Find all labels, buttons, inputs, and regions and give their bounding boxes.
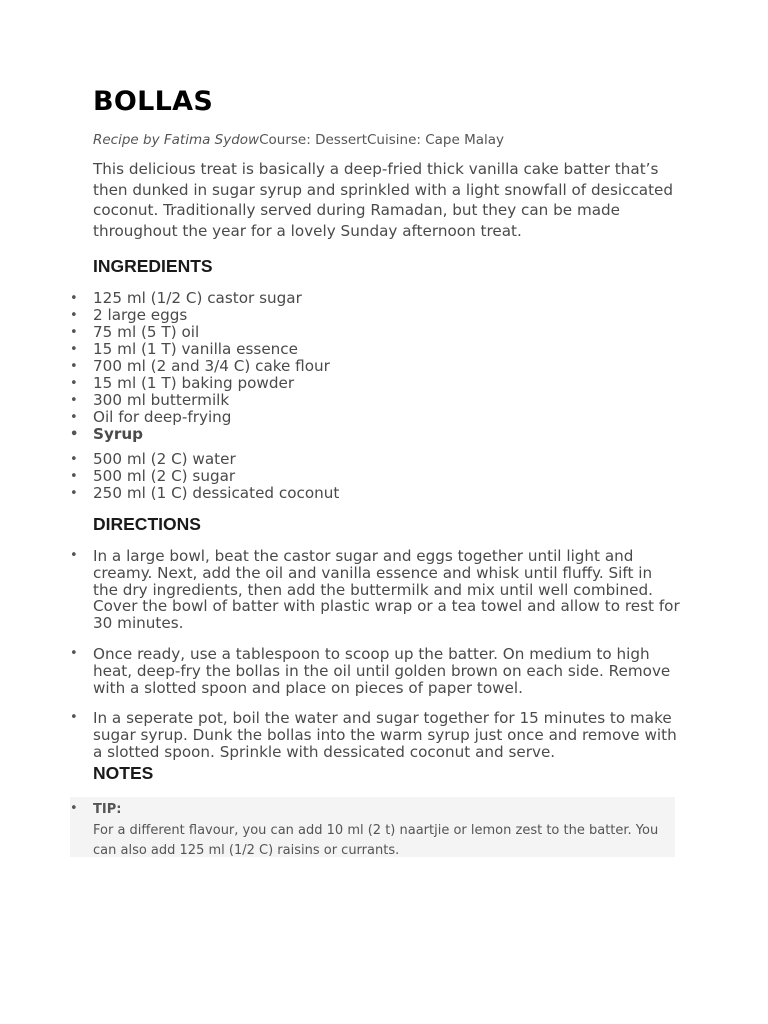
ingredient-item: • 15 ml (1 T) baking powder [70, 375, 680, 392]
ingredient-item: • 700 ml (2 and 3/4 C) cake flour [70, 358, 680, 375]
ingredient-item: • 2 large eggs [70, 307, 680, 324]
directions-list [70, 548, 680, 775]
ingredients-heading: INGREDIENTS [93, 256, 213, 276]
recipe-author: Recipe by Fatima Sydow [93, 132, 260, 148]
direction-step: • Once ready, use a tablespoon to scoop up the batter. On medium to high heat, deep-fry the bollas in the oil until golden brown on each side. Remove with a slotted spoon and place on pieces of paper towel. [70, 646, 680, 696]
syrup-item: • 500 ml (2 C) water [70, 451, 680, 468]
recipe-meta [93, 132, 504, 148]
syrup-item: • 250 ml (1 C) dessicated coconut [70, 485, 680, 502]
ingredient-item: • 15 ml (1 T) vanilla essence [70, 341, 680, 358]
bullet-icon: • [70, 801, 78, 816]
recipe-cuisine: Cuisine: Cape Malay [367, 132, 505, 148]
directions-heading: DIRECTIONS [93, 514, 201, 534]
direction-step: • In a large bowl, beat the castor sugar and eggs together until light and creamy. Next, add the oil and vanilla essence and whisk until fluffy. Sift in the dry ingredients, then add the buttermilk and mix until well combined. Cover the bowl of batter with plastic wrap or a tea towel and allow to rest for 30 minutes. [70, 548, 680, 632]
ingredients-list [70, 290, 680, 502]
syrup-item: • 500 ml (2 C) sugar [70, 468, 680, 485]
notes-heading: NOTES [93, 763, 154, 783]
direction-step: • In a seperate pot, boil the water and sugar together for 15 minutes to make sugar syrup. Dunk the bollas into the warm syrup just once and remove with a slotted spoon. Sprinkle with dessicated coconut and serve. [70, 710, 680, 760]
tip-note [70, 797, 675, 857]
ingredient-item: • 300 ml buttermilk [70, 392, 680, 409]
recipe-title: BOLLAS [93, 86, 214, 117]
ingredient-item: • 75 ml (5 T) oil [70, 324, 680, 341]
ingredient-item: • Oil for deep-frying [70, 409, 680, 426]
tip-text: For a different flavour, you can add 10 ml (2 t) naartjie or lemon zest to the batter. You can also add 125 ml (1/2 C) raisins or currants. [93, 823, 659, 858]
recipe-intro: This delicious treat is basically a deep-fried thick vanilla cake batter that’s then dunked in sugar syrup and sprinkled with a light snowfall of desiccated coconut. Traditionally served during Ramadan, but they can be made throughout the year for a lovely Sunday afternoon treat. [93, 160, 674, 240]
recipe-course: Course: Dessert [259, 132, 367, 148]
ingredient-item: • 125 ml (1/2 C) castor sugar [70, 290, 680, 307]
tip-label: TIP: [93, 802, 122, 817]
syrup-subheading: • Syrup [70, 426, 680, 443]
